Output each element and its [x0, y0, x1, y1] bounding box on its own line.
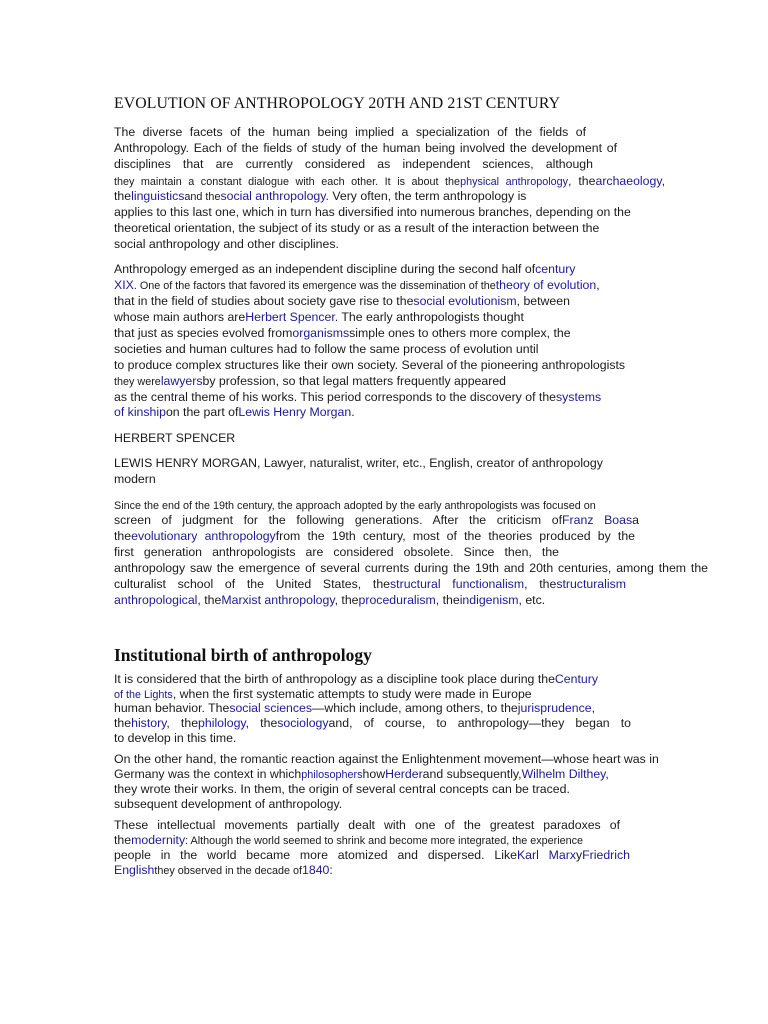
section-heading: Institutional birth of anthropology	[114, 645, 372, 665]
inline-link[interactable]: philology	[198, 716, 246, 730]
text-line	[114, 498, 596, 514]
text-span: . One of the factors that favored its emergence was the dissemination of the	[133, 280, 496, 292]
text-line	[114, 221, 599, 236]
inline-link[interactable]: theory of evolution	[495, 278, 597, 292]
text-span: and the	[184, 191, 221, 203]
inline-link[interactable]: modernity	[131, 833, 186, 847]
inline-link[interactable]: Karl Marx	[516, 848, 576, 862]
text-line	[114, 672, 598, 687]
inline-link[interactable]: structural functionalism	[390, 577, 525, 591]
inline-link[interactable]: anthropological	[114, 593, 198, 607]
text-span: , between	[516, 294, 570, 308]
text-span: human behavior. The	[114, 701, 230, 715]
text-line	[114, 863, 333, 879]
text-span: , the	[568, 174, 596, 188]
inline-link[interactable]: of kinship	[114, 405, 166, 419]
text-span: the	[114, 833, 132, 847]
text-line	[114, 456, 603, 471]
text-span: , the	[245, 716, 278, 730]
text-span: ,	[661, 174, 665, 188]
text-line	[114, 157, 593, 172]
text-line	[114, 174, 665, 190]
text-line	[114, 237, 339, 252]
text-span: The diverse facets of the human being implied a specialization of the fields of	[114, 125, 586, 139]
text-span: the	[114, 189, 132, 203]
text-span: the	[114, 529, 132, 543]
text-line	[114, 262, 575, 277]
text-span: . Very often, the term anthropology is	[325, 189, 527, 203]
text-span: , when the first systematic attempts to study were made in Europe	[172, 687, 532, 701]
text-line	[114, 782, 570, 797]
text-line	[114, 513, 639, 528]
text-span: , the	[524, 577, 557, 591]
text-line	[114, 716, 631, 731]
text-span: they observed in the decade of	[154, 865, 303, 877]
text-line	[114, 472, 156, 487]
text-line	[114, 797, 342, 812]
text-line	[114, 358, 625, 373]
text-span: that in the field of studies about society gave rise to the	[114, 294, 414, 308]
inline-link[interactable]: proceduralism	[358, 593, 436, 607]
inline-link[interactable]: jurisprudence	[517, 701, 592, 715]
text-span: theoretical orientation, the subject of its study or as a result of the interaction between the	[114, 221, 600, 235]
text-line	[114, 189, 526, 205]
text-span: to develop in this time.	[114, 731, 237, 745]
inline-link[interactable]: lawyers	[160, 374, 203, 388]
text-line	[114, 767, 609, 783]
text-span: Anthropology. Each of the fields of study of the human being involved the development of	[114, 141, 617, 155]
text-span: they wrote their works. In them, the origin of several central concepts can be traced.	[114, 782, 570, 796]
text-span: modern	[114, 472, 156, 486]
text-line	[114, 374, 506, 390]
text-span: anthropology saw the emergence of several currents during the 19th and 20th centuries, among them the	[114, 561, 708, 575]
text-line	[114, 848, 630, 863]
text-span: HERBERT SPENCER	[114, 431, 236, 445]
inline-link[interactable]: indigenism	[459, 593, 519, 607]
text-span: screen of judgment for the following generations. After the criticism of	[114, 513, 563, 527]
text-line	[114, 390, 601, 405]
inline-link[interactable]: physical anthropology	[460, 176, 569, 188]
inline-link[interactable]: Friedrich	[582, 848, 630, 862]
text-span: subsequent development of anthropology.	[114, 797, 343, 811]
inline-link[interactable]: 1840	[302, 863, 330, 877]
text-span: on the part of	[165, 405, 239, 419]
inline-link[interactable]: structuralism	[556, 577, 627, 591]
text-span: , etc.	[518, 593, 546, 607]
inline-link[interactable]: English	[114, 863, 155, 877]
text-line	[114, 125, 586, 140]
text-span: by profession, so that legal matters frequently appeared	[202, 374, 507, 388]
text-line	[114, 342, 538, 357]
text-span: societies and human cultures had to follow the same process of evolution until	[114, 342, 539, 356]
inline-link[interactable]: Lewis Henry Morgan	[238, 405, 352, 419]
text-line	[114, 701, 595, 716]
text-line	[114, 731, 236, 746]
inline-link[interactable]: sociology	[277, 716, 329, 730]
text-line	[114, 833, 583, 849]
text-span: people in the world became more atomized and dispersed. Like	[114, 848, 517, 862]
text-span: whose main authors are	[114, 310, 246, 324]
text-span: first generation anthropologists are considered obsolete. Since then, the	[114, 545, 559, 559]
text-span: and subsequently,	[422, 767, 522, 781]
text-span: . The early anthropologists thought	[334, 310, 524, 324]
text-span: ,	[596, 278, 600, 292]
text-span: the	[114, 716, 132, 730]
text-span: that just as species evolved from	[114, 326, 293, 340]
text-line	[114, 278, 600, 294]
inline-link[interactable]: linguistics	[131, 189, 185, 203]
text-span: , the	[435, 593, 460, 607]
inline-link[interactable]: evolutionary anthropology	[131, 529, 276, 543]
text-line	[114, 752, 659, 767]
text-span: they maintain a constant dialogue with each other. It is about the	[114, 176, 461, 188]
text-span: ,	[605, 767, 609, 781]
inline-link[interactable]: organisms	[292, 326, 350, 340]
text-line	[114, 294, 570, 309]
text-line	[114, 818, 620, 833]
text-span: , the	[197, 593, 222, 607]
text-span: Anthropology emerged as an independent discipline during the second half of	[114, 262, 536, 276]
inline-link[interactable]: Herder	[385, 767, 423, 781]
text-span: ,	[591, 701, 596, 715]
inline-link[interactable]: social anthropology	[220, 189, 326, 203]
text-line	[114, 593, 545, 608]
inline-link[interactable]: systems	[556, 390, 602, 404]
text-span: they were	[114, 376, 161, 388]
inline-link[interactable]: Franz Boas	[562, 513, 633, 527]
text-line	[114, 529, 635, 544]
inline-link[interactable]: Wilhelm Dilthey	[521, 767, 606, 781]
text-span: It is considered that the birth of anthropology as a discipline took place during the	[114, 672, 555, 686]
text-line	[114, 545, 559, 560]
text-span: social anthropology and other disciplines.	[114, 237, 339, 251]
inline-link[interactable]: XIX	[114, 278, 134, 292]
text-span: —which include, among others, to the	[312, 701, 518, 715]
text-span: These intellectual movements partially dealt with one of the greatest paradoxes of	[114, 818, 620, 832]
text-line	[114, 326, 571, 341]
inline-link[interactable]: Herbert Spencer	[245, 310, 335, 324]
text-span: On the other hand, the romantic reaction against the Enlightenment movement—whose heart was in	[114, 752, 659, 766]
page-title: EVOLUTION OF ANTHROPOLOGY 20TH AND 21ST CENTURY	[114, 95, 561, 112]
text-span: to produce complex structures like their own society. Several of the pioneering anthropologists	[114, 358, 626, 372]
text-line	[114, 561, 708, 576]
text-span: Germany was the context in which	[114, 767, 302, 781]
text-span: a	[632, 513, 639, 527]
text-span: :	[329, 863, 333, 877]
text-span: disciplines that are currently considered as independent sciences, although	[114, 157, 593, 171]
inline-link[interactable]: archaeology	[595, 174, 662, 188]
text-line	[114, 141, 617, 156]
text-span: and, of course, to anthropology—they began to	[328, 716, 631, 730]
text-line	[114, 310, 524, 325]
text-line	[114, 431, 235, 446]
text-span: how	[362, 767, 386, 781]
inline-link[interactable]: of the Lights	[114, 689, 173, 701]
inline-link[interactable]: social sciences	[229, 701, 313, 715]
text-span: Since the end of the 19th century, the approach adopted by the early anthropologists was focused on	[114, 500, 596, 512]
text-span: , the	[166, 716, 199, 730]
inline-link[interactable]: Marxist anthropology	[221, 593, 335, 607]
text-span: applies to this last one, which in turn has diversified into numerous branches, depending on the	[114, 205, 631, 219]
text-span: : Although the world seemed to shrink and become more integrated, the experience	[185, 835, 584, 847]
text-span: from the 19th century, most of the theories produced by the	[275, 529, 636, 543]
inline-link[interactable]: century	[535, 262, 576, 276]
inline-link[interactable]: social evolutionism	[413, 294, 517, 308]
text-span: LEWIS HENRY MORGAN, Lawyer, naturalist, writer, etc., English, creator of anthropology	[114, 456, 603, 470]
text-line	[114, 205, 631, 220]
inline-link[interactable]: history	[131, 716, 167, 730]
text-span: as the central theme of his works. This period corresponds to the discovery of the	[114, 390, 556, 404]
inline-link[interactable]: Century	[554, 672, 598, 686]
text-span: y	[575, 848, 583, 862]
text-span: , the	[334, 593, 359, 607]
text-span: .	[351, 405, 355, 419]
text-span: culturalist school of the United States, the	[114, 577, 391, 591]
text-span: simple ones to others more complex, the	[349, 326, 571, 340]
text-line	[114, 577, 626, 592]
inline-link[interactable]: philosophers	[301, 769, 363, 781]
text-line	[114, 405, 355, 420]
